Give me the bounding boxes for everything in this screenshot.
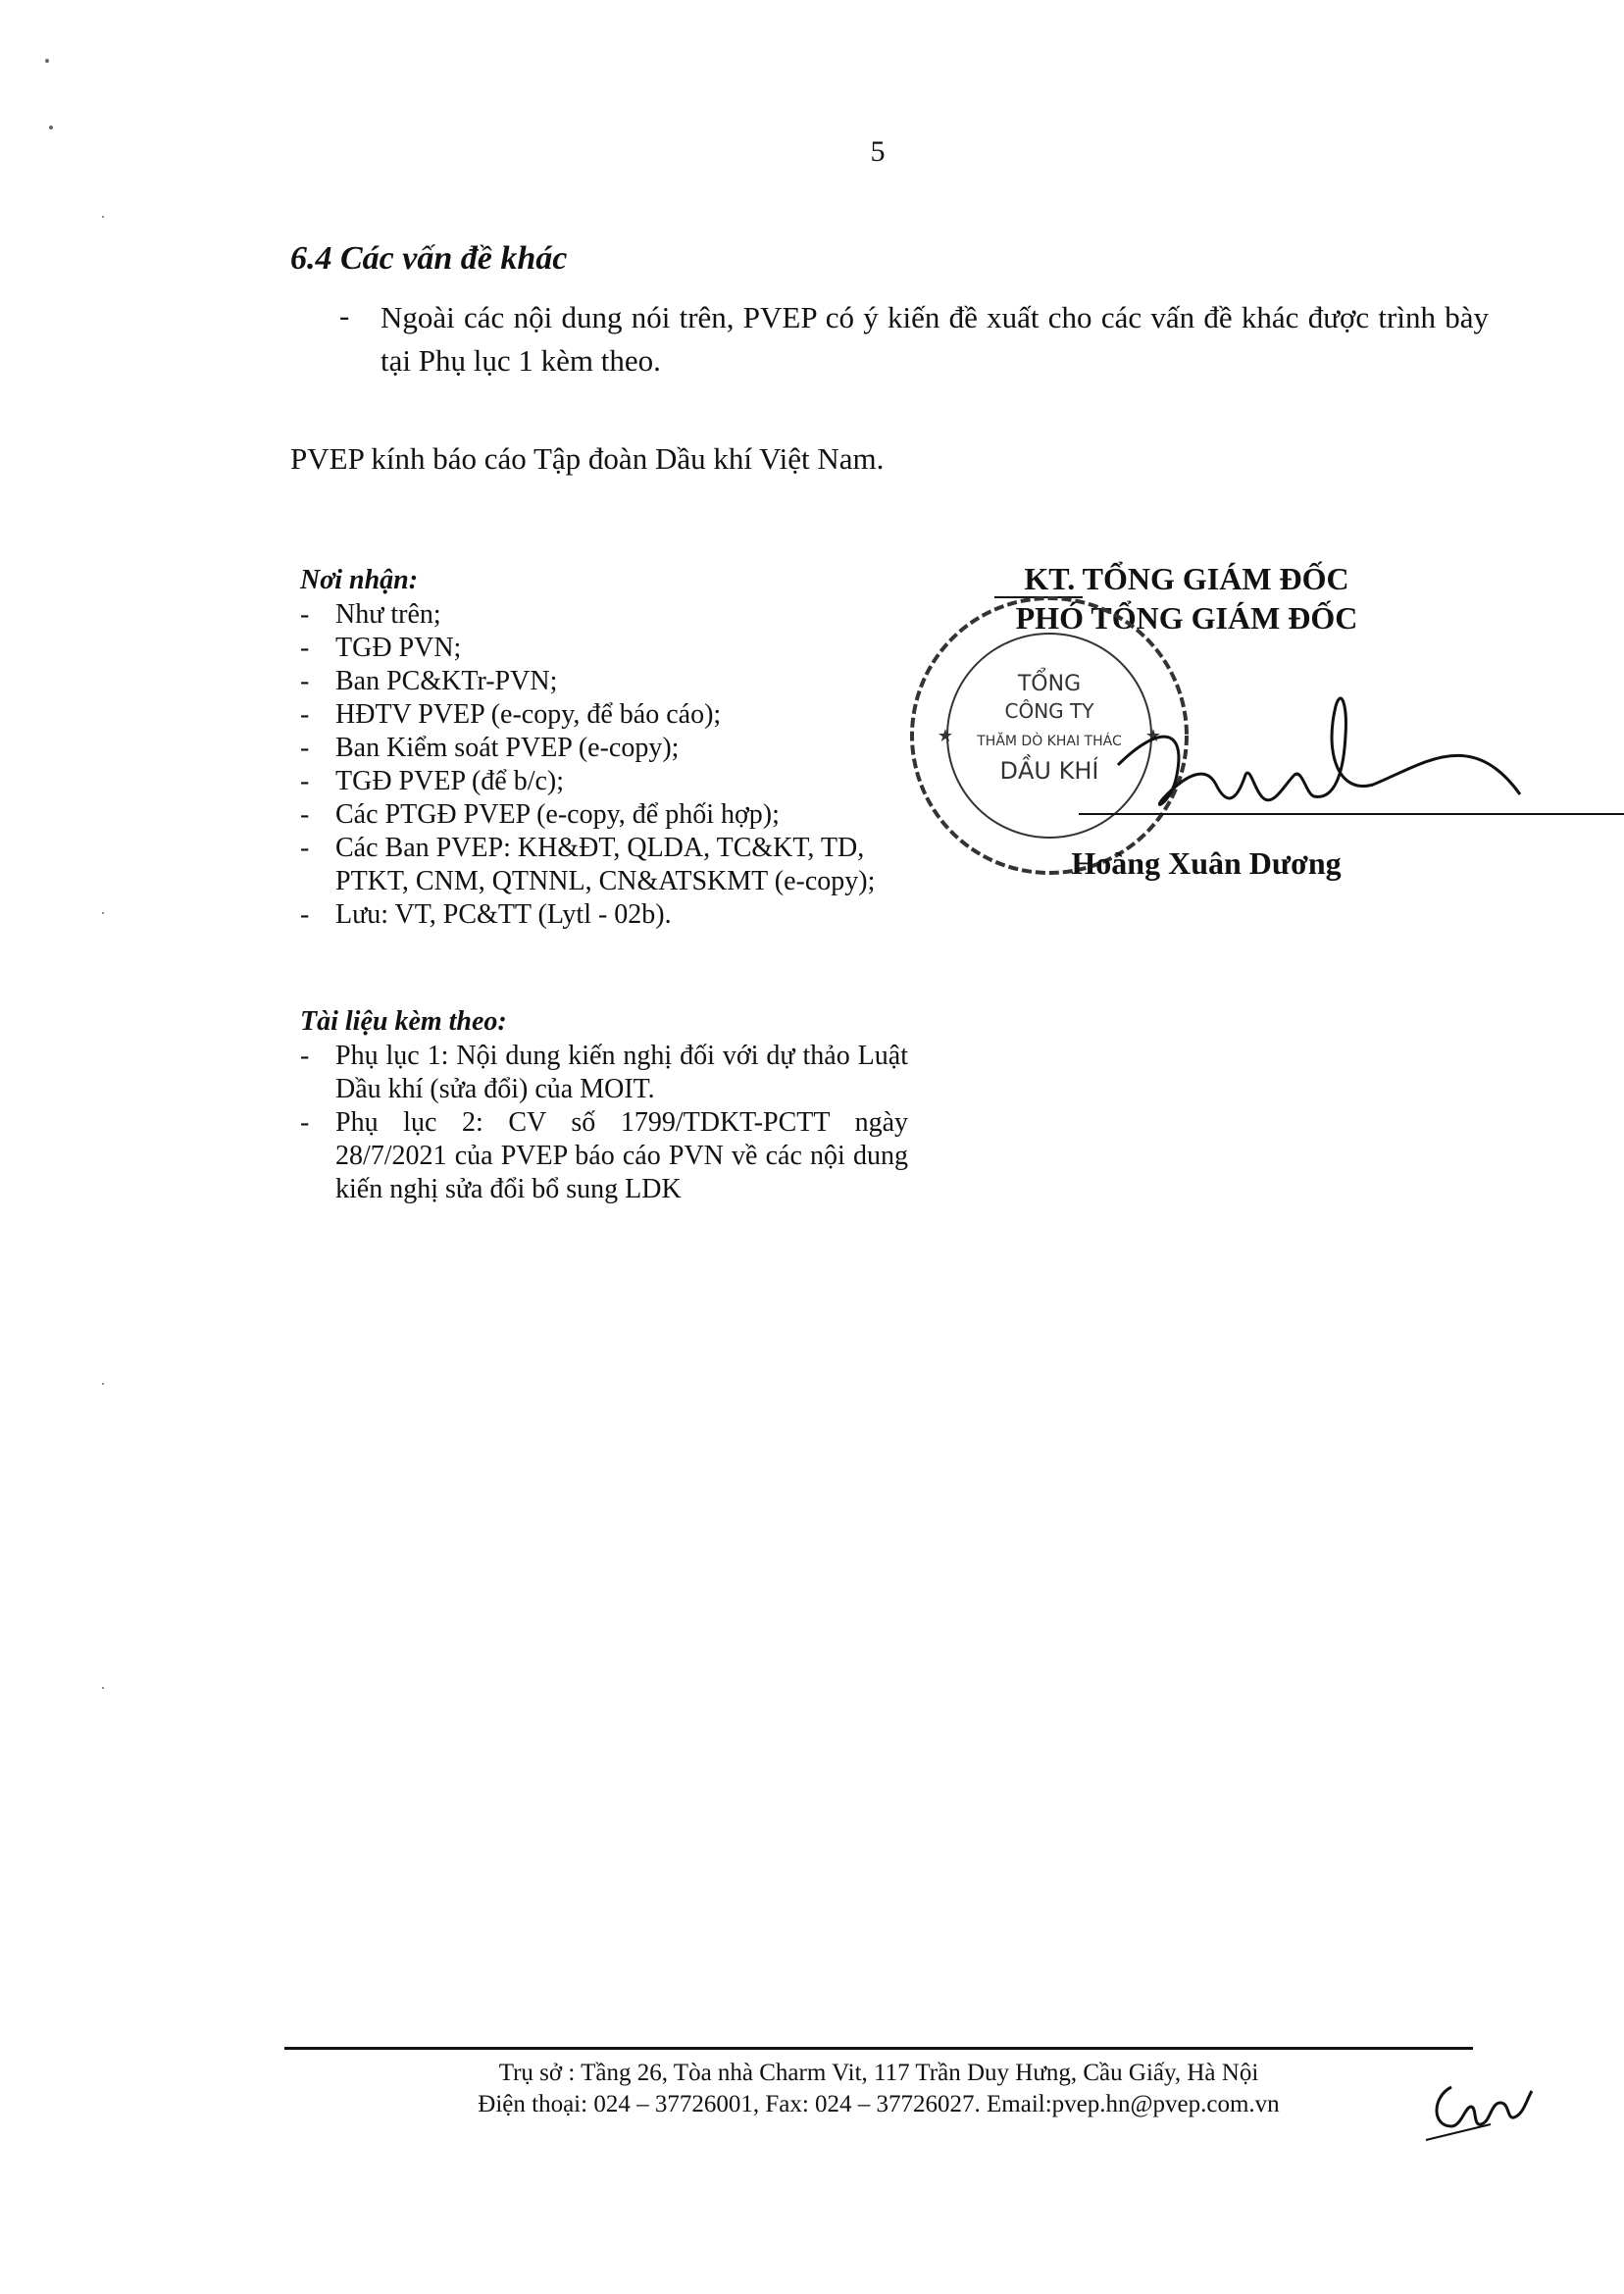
svg-text:THĂM DÒ KHAI THÁC: THĂM DÒ KHAI THÁC	[977, 734, 1122, 749]
page-number: 5	[870, 135, 886, 168]
footer-divider	[284, 2047, 1473, 2050]
recipient-item: - TGĐ PVN;	[300, 633, 462, 663]
scan-artifact	[102, 216, 104, 218]
section-bullet-text: Ngoài các nội dung nói trên, PVEP có ý kiến đề xuất cho các vấn đề khác được trình bày tại Phụ lục 1 kèm theo.	[381, 300, 1489, 378]
attachment-item: - Phụ lục 1: Nội dung kiến nghị đối với dự thảo Luật Dầu khí (sửa đổi) của MOIT.	[300, 1041, 908, 1104]
signature-title-line2: PHÓ TỔNG GIÁM ĐỐC	[1015, 600, 1358, 636]
recipient-item: - TGĐ PVEP (để b/c);	[300, 766, 565, 796]
signature-title-line1: KT. TỔNG GIÁM ĐỐC	[1024, 561, 1349, 596]
footer-address: Trụ sở : Tầng 26, Tòa nhà Charm Vit, 117 Trần Duy Hưng, Cầu Giấy, Hà Nội	[498, 2060, 1259, 2086]
recipient-item: - Các Ban PVEP: KH&ĐT, QLDA, TC&KT, TD, PTKT, CNM, QTNNL, CN&ATSKMT (e-copy);	[300, 833, 876, 896]
svg-text:★: ★	[1144, 726, 1162, 746]
recipient-item: - HĐTV PVEP (e-copy, để báo cáo);	[300, 699, 722, 730]
recipient-item: - Ban Kiểm soát PVEP (e-copy);	[300, 733, 680, 763]
recipient-item: - Các PTGĐ PVEP (e-copy, để phối hợp);	[300, 799, 780, 830]
scan-artifact	[102, 912, 104, 914]
recipients-title: Nơi nhận:	[300, 565, 419, 595]
scan-artifact	[102, 1383, 104, 1385]
footer-contact: Điện thoại: 024 – 37726001, Fax: 024 – 37726027. Email:pvep.hn@pvep.com.vn	[478, 2091, 1280, 2117]
scan-artifact	[45, 59, 49, 63]
initials-mark-icon	[1422, 2067, 1540, 2146]
recipient-item: - Như trên;	[300, 599, 441, 630]
recipient-item: - Lưu: VT, PC&TT (Lytl - 02b).	[300, 899, 672, 930]
svg-text:★: ★	[937, 726, 954, 746]
scan-artifact	[49, 126, 53, 129]
scan-artifact	[102, 1687, 104, 1689]
closing-sentence: PVEP kính báo cáo Tập đoàn Dầu khí Việt Nam.	[290, 441, 885, 476]
signer-name: Hoàng Xuân Dương	[1071, 845, 1342, 881]
recipient-item: - Ban PC&KTr-PVN;	[300, 666, 558, 696]
attachments-block	[300, 1006, 908, 1206]
bullet-dash: -	[339, 298, 350, 332]
svg-text:DẦU KHÍ: DẦU KHÍ	[999, 757, 1099, 785]
attachment-item: - Phụ lục 2: CV số 1799/TDKT-PCTT ngày 28/7/2021 của PVEP báo cáo PVN về các nội dung kiến nghị sửa đổi bổ sung LDK	[300, 1107, 908, 1204]
section-heading: 6.4 Các vấn đề khác	[290, 240, 568, 277]
handwritten-signature-icon	[1079, 667, 1624, 853]
attachments-title: Tài liệu kèm theo:	[300, 1006, 507, 1037]
recipients-block	[300, 565, 908, 932]
svg-text:CÔNG TY: CÔNG TY	[1004, 699, 1094, 723]
svg-text:TỔNG: TỔNG	[1017, 672, 1082, 696]
